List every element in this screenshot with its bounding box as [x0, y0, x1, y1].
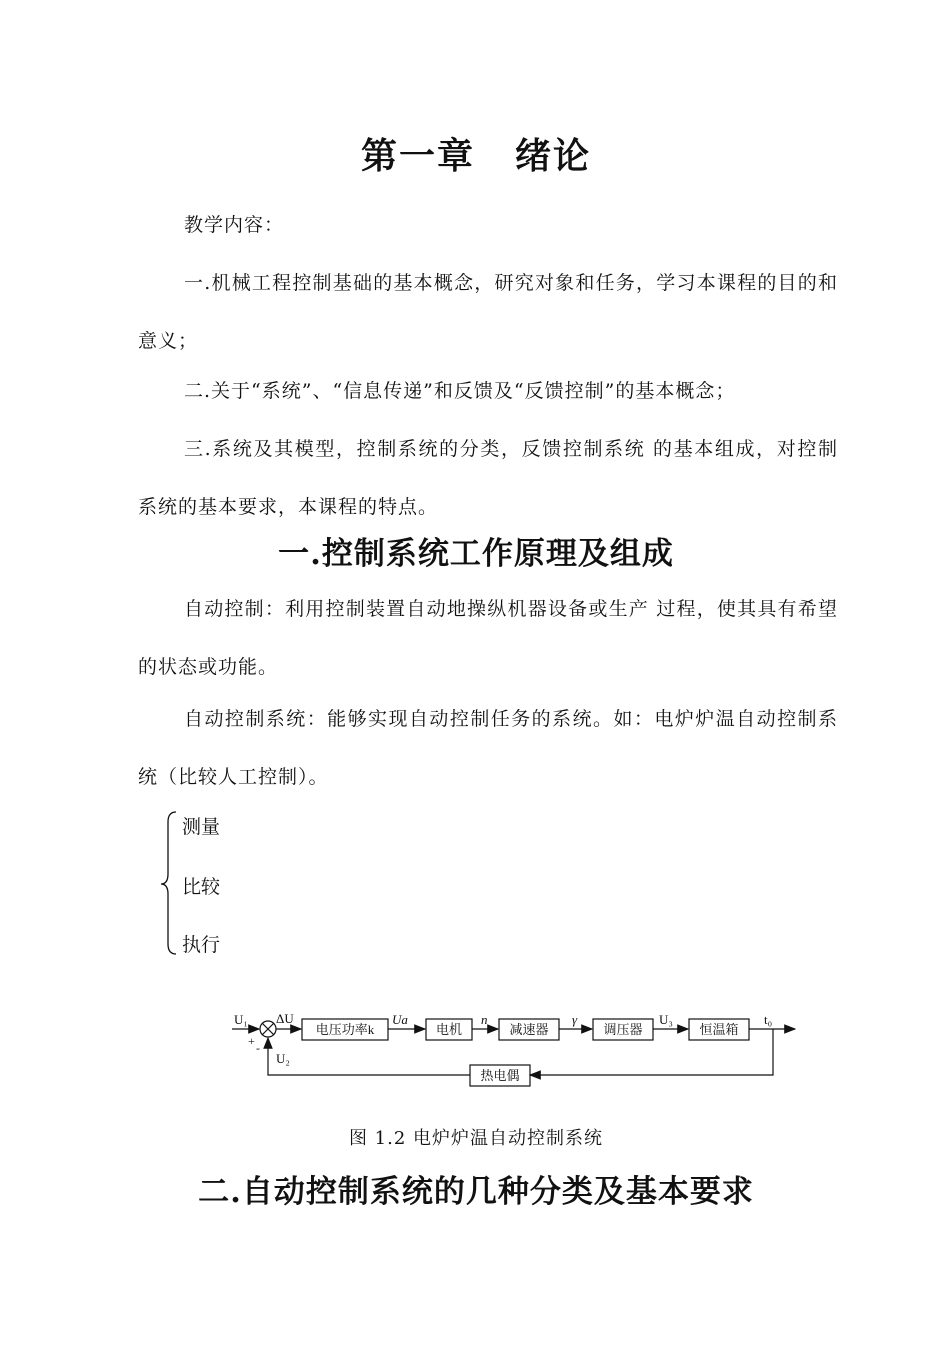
brace-item-measure: 测量 — [182, 816, 221, 838]
signal-n: n — [481, 1012, 488, 1027]
signal-u3: U₃ — [659, 1012, 673, 1027]
block-regulator: 调压器 — [603, 1022, 643, 1037]
signal-gamma: γ — [572, 1012, 578, 1027]
teaching-content-label: 教学内容： — [184, 214, 285, 236]
signal-u1: U₁ — [234, 1012, 248, 1027]
block-reducer: 减速器 — [509, 1022, 549, 1037]
brace-icon — [160, 808, 180, 958]
signal-delta-u: ΔU — [276, 1011, 294, 1026]
block-power-amp: 电压功率k — [315, 1022, 375, 1037]
block-thermocouple: 热电偶 — [480, 1068, 520, 1083]
signal-ua: Ua — [392, 1012, 408, 1027]
chapter-name: 绪论 — [515, 135, 592, 177]
plus-sign: + — [248, 1034, 255, 1048]
block-diagram — [228, 1008, 808, 1092]
signal-t0: t₀ — [764, 1012, 773, 1027]
minus-sign: - — [256, 1041, 260, 1055]
auto-control-definition: 自动控制：利用控制装置自动地操纵机器设备或生产 过程，使其具有希望的状态或功能。 — [138, 598, 838, 678]
figure-caption: 图 1.2 电炉炉温自动控制系统 — [348, 1128, 604, 1149]
brace-item-compare: 比较 — [182, 876, 221, 898]
auto-control-system-definition: 自动控制系统：能够实现自动控制任务的系统。如：电炉炉温自动控制系统（比较人工控制）。 — [138, 708, 838, 788]
content-item-1: 一.机械工程控制基础的基本概念，研究对象和任务，学习本课程的目的和意义； — [138, 272, 838, 352]
brace-item-execute: 执行 — [182, 934, 221, 956]
block-motor: 电机 — [435, 1022, 463, 1037]
signal-u2: U₂ — [276, 1051, 290, 1066]
chapter-number: 第一章 — [360, 135, 475, 177]
section-heading-1: 一.控制系统工作原理及组成 — [278, 536, 674, 572]
content-item-3: 三.系统及其模型，控制系统的分类，反馈控制系统 的基本组成，对控制系统的基本要求，本课程的特点。 — [138, 438, 838, 518]
chapter-title — [0, 128, 952, 179]
summing-junction-icon — [260, 1021, 276, 1037]
brace-list — [160, 808, 280, 968]
block-oven: 恒温箱 — [699, 1022, 739, 1037]
section-heading-2: 二.自动控制系统的几种分类及基本要求 — [198, 1174, 754, 1210]
content-item-2: 二.关于“系统”、“信息传递”和反馈及“反馈控制”的基本概念； — [184, 380, 736, 402]
